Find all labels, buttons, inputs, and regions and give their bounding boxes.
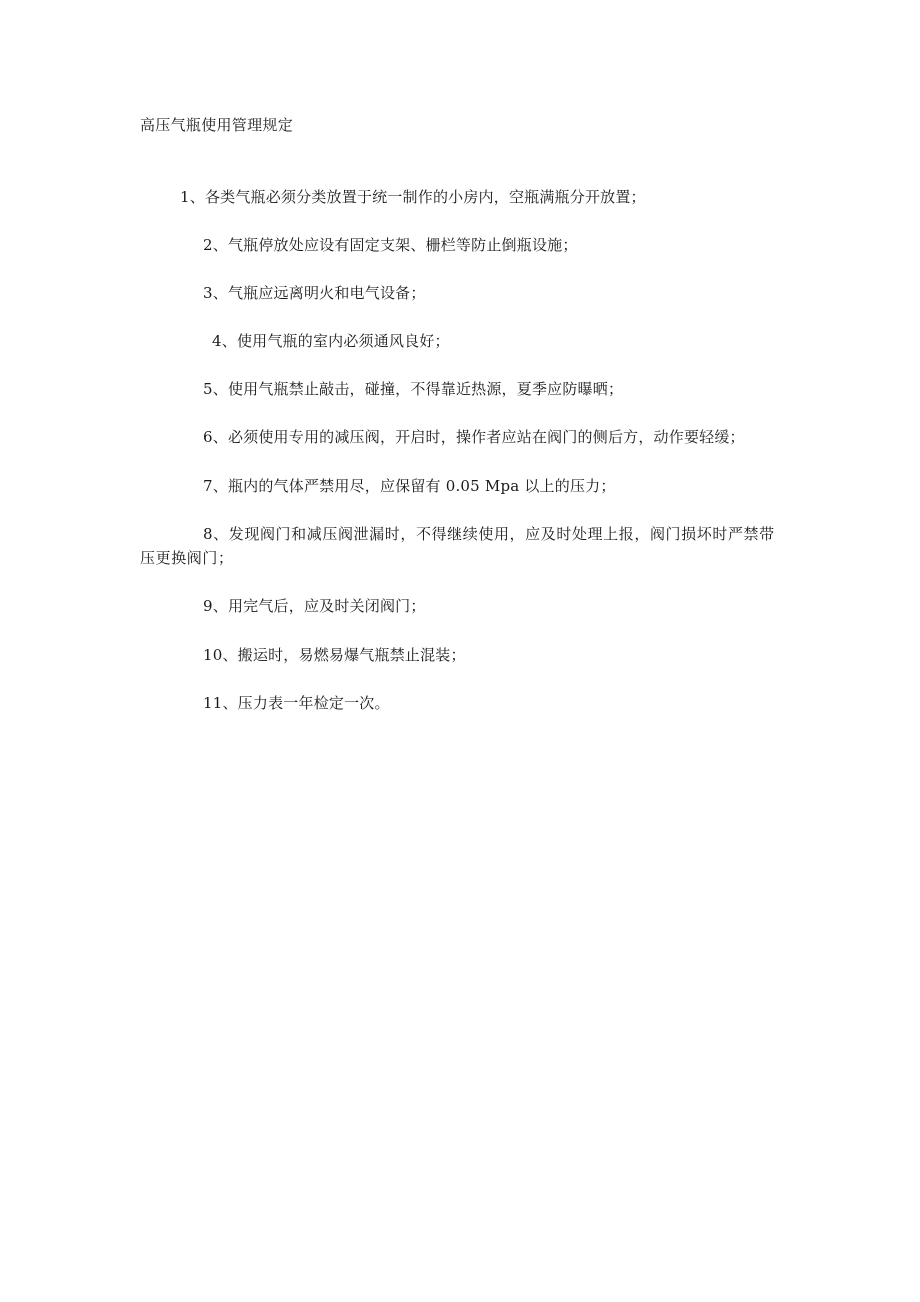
rule-item-9: 9、用完气后，应及时关闭阀门； bbox=[203, 597, 426, 615]
rule-item-3: 3、气瓶应远离明火和电气设备； bbox=[203, 284, 426, 302]
rule-item-11: 11、压力表一年检定一次。 bbox=[203, 694, 390, 712]
rule-item-6: 6、必须使用专用的减压阀，开启时，操作者应站在阀门的侧后方，动作要轻缓； bbox=[203, 428, 745, 446]
rule-item-8: 8、发现阀门和减压阀泄漏时，不得继续使用，应及时处理上报，阀门损坏时严禁带压更换阀门； bbox=[140, 525, 775, 567]
document-title: 高压气瓶使用管理规定 bbox=[140, 116, 294, 134]
rule-item-10: 10、搬运时，易燃易爆气瓶禁止混装； bbox=[203, 646, 466, 664]
rule-item-2: 2、气瓶停放处应设有固定支架、栅栏等防止倒瓶设施； bbox=[203, 236, 578, 254]
rule-item-5: 5、使用气瓶禁止敲击，碰撞，不得靠近热源，夏季应防曝晒； bbox=[203, 380, 624, 398]
rule-item-1: 1、各类气瓶必须分类放置于统一制作的小房内，空瓶满瓶分开放置； bbox=[180, 188, 646, 206]
rule-item-7: 7、瓶内的气体严禁用尽，应保留有 0.05 Mpa 以上的压力； bbox=[203, 477, 616, 495]
rule-item-4: 4、使用气瓶的室内必须通风良好； bbox=[212, 332, 450, 350]
